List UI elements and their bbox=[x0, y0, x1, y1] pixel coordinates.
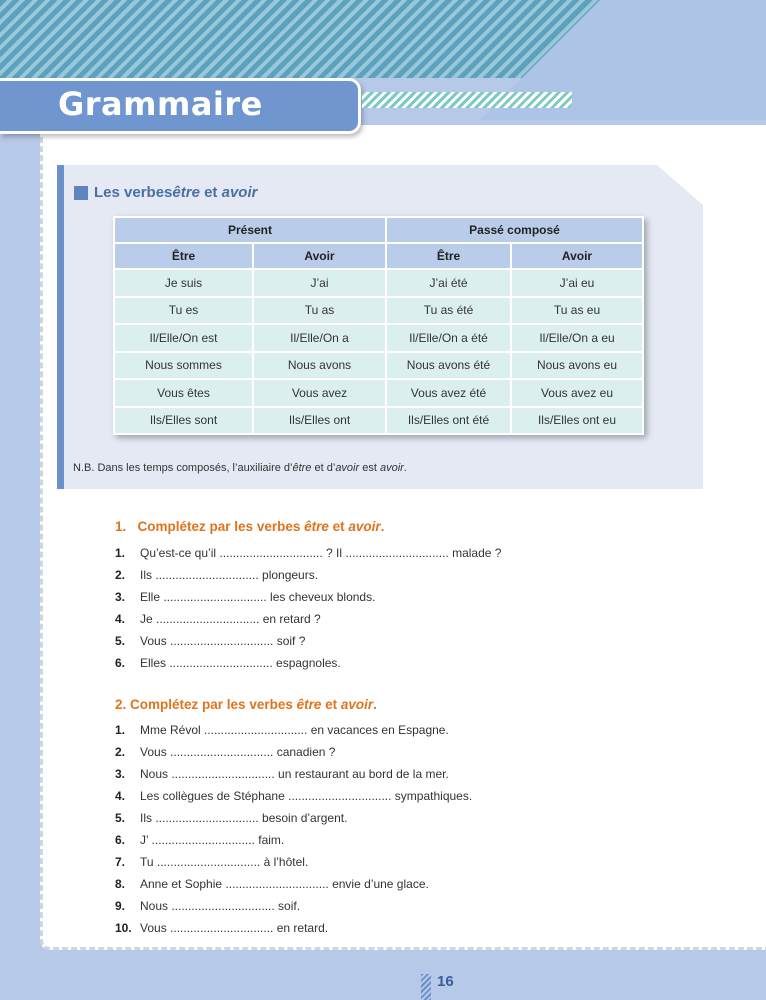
list-item: 1. Mme Révol ............................... en vacances en Espagne. bbox=[115, 723, 449, 737]
list-item: 2. Ils ............................... plongeurs. bbox=[115, 568, 319, 582]
square-bullet-icon bbox=[74, 186, 88, 200]
title-tab bbox=[0, 78, 361, 134]
table-row bbox=[115, 380, 642, 406]
list-item: 1. Qu’est-ce qu’il ............................... ? Il ............................... malade ? bbox=[115, 546, 502, 560]
exercise-2-list bbox=[115, 719, 472, 939]
page-title: Grammaire bbox=[58, 85, 263, 123]
exercise-1-title: 1. Complétez par les verbes être et avoir. bbox=[115, 519, 385, 534]
group-header: Passé composé bbox=[387, 218, 642, 242]
table-cell: Tu as eu bbox=[512, 298, 642, 324]
list-item: 9. Nous ............................... soif. bbox=[115, 899, 301, 913]
table-row bbox=[115, 408, 642, 434]
list-item: 6. Elles ............................... espagnoles. bbox=[115, 656, 341, 670]
note: N.B. Dans les temps composés, l’auxiliaire d’être et d’avoir est avoir. bbox=[73, 462, 407, 474]
section-title: Les verbes être et avoir bbox=[74, 184, 257, 201]
table-cell: Il/Elle/On a bbox=[254, 325, 385, 351]
list-item: 7. Tu ............................... à l’hôtel. bbox=[115, 855, 309, 869]
table-cell: Il/Elle/On a eu bbox=[512, 325, 642, 351]
column-header: Être bbox=[387, 244, 510, 268]
table-cell: Vous avez été bbox=[387, 380, 510, 406]
table-cell: Vous avez bbox=[254, 380, 385, 406]
table-cell: Ils/Elles ont été bbox=[387, 408, 510, 434]
table-cell: J’ai eu bbox=[512, 270, 642, 296]
table-cell: Tu as bbox=[254, 298, 385, 324]
page-number bbox=[421, 971, 471, 1000]
table-cell: Vous êtes bbox=[115, 380, 252, 406]
list-item: 5. Ils ............................... besoin d’argent. bbox=[115, 811, 348, 825]
table-group-row bbox=[115, 218, 642, 242]
list-item: 4. Les collègues de Stéphane ............................... sympathiques. bbox=[115, 789, 473, 803]
list-item: 4. Je ............................... en retard ? bbox=[115, 612, 321, 626]
exercise-1-list bbox=[115, 542, 501, 674]
grammar-box-accent bbox=[57, 165, 64, 489]
list-item: 3. Elle ............................... les cheveux blonds. bbox=[115, 590, 376, 604]
table-header-row bbox=[115, 244, 642, 268]
column-header: Être bbox=[115, 244, 252, 268]
table-cell: Ils/Elles ont bbox=[254, 408, 385, 434]
table-cell: Ils/Elles ont eu bbox=[512, 408, 642, 434]
table-cell: Nous avons bbox=[254, 353, 385, 379]
table-cell: Je suis bbox=[115, 270, 252, 296]
table-cell: Nous avons eu bbox=[512, 353, 642, 379]
list-item: 6. J’ ............................... faim. bbox=[115, 833, 285, 847]
table-cell: Il/Elle/On est bbox=[115, 325, 252, 351]
column-header: Avoir bbox=[254, 244, 385, 268]
list-item: 8. Anne et Sophie ............................... envie d’une glace. bbox=[115, 877, 429, 891]
column-header: Avoir bbox=[512, 244, 642, 268]
list-item: 2. Vous ............................... canadien ? bbox=[115, 745, 336, 759]
table-cell: Nous avons été bbox=[387, 353, 510, 379]
page-number-stripes bbox=[421, 974, 431, 1000]
table-cell: J’ai été bbox=[387, 270, 510, 296]
table-row bbox=[115, 325, 642, 351]
page-number-text: 16 bbox=[437, 973, 454, 990]
table-cell: Tu es bbox=[115, 298, 252, 324]
table-row bbox=[115, 353, 642, 379]
table-cell: Il/Elle/On a été bbox=[387, 325, 510, 351]
list-item: 3. Nous ............................... un restaurant au bord de la mer. bbox=[115, 767, 449, 781]
list-item: 5. Vous ............................... soif ? bbox=[115, 634, 306, 648]
table-cell: Ils/Elles sont bbox=[115, 408, 252, 434]
group-header: Présent bbox=[115, 218, 385, 242]
table-cell: J’ai bbox=[254, 270, 385, 296]
table-cell: Vous avez eu bbox=[512, 380, 642, 406]
table-row bbox=[115, 298, 642, 324]
title-stripes bbox=[362, 92, 572, 108]
table-cell: Tu as été bbox=[387, 298, 510, 324]
exercise-2-title: 2. Complétez par les verbes être et avoir. bbox=[115, 697, 377, 712]
list-item: 10. Vous ............................... en retard. bbox=[115, 921, 329, 935]
table-row bbox=[115, 270, 642, 296]
table-cell: Nous sommes bbox=[115, 353, 252, 379]
conjugation-table bbox=[113, 216, 644, 435]
